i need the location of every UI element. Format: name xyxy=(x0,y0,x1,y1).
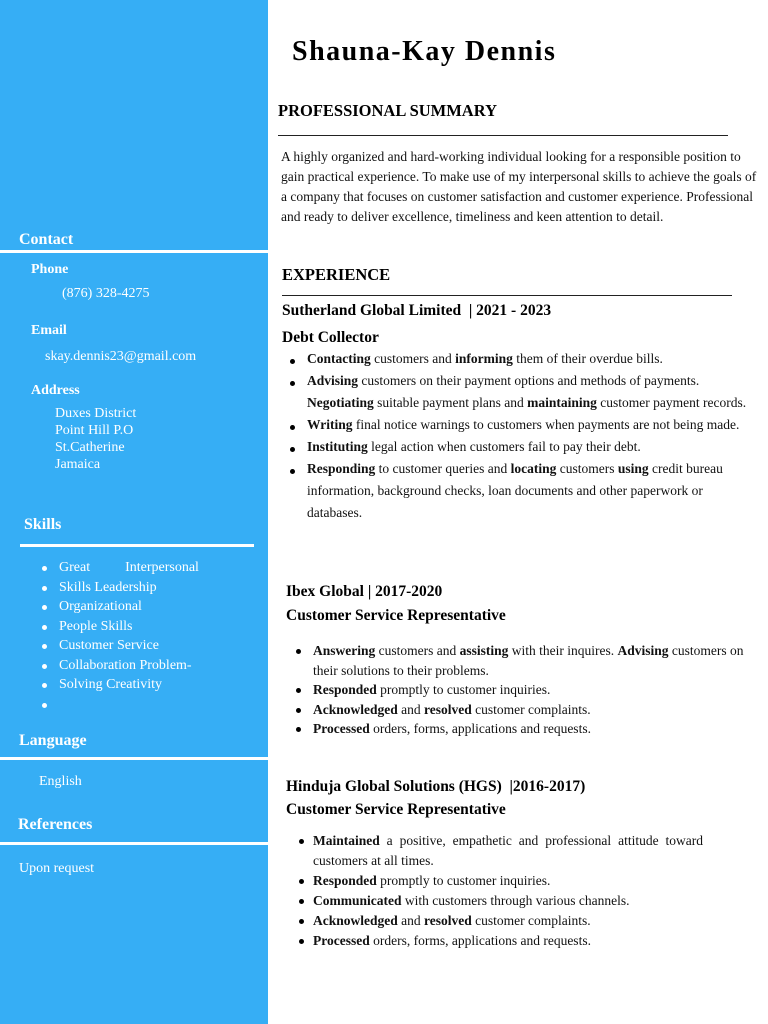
duty-keyword: Maintained xyxy=(313,833,380,848)
job-title: Debt Collector xyxy=(282,329,379,346)
duty-keyword: Writing xyxy=(307,417,353,432)
duty-keyword: Contacting xyxy=(307,351,371,366)
skill-item xyxy=(38,656,199,676)
duty-keyword: Acknowledged xyxy=(313,701,398,717)
skill-item xyxy=(38,558,199,578)
skill-item xyxy=(38,617,199,637)
address-line: Duxes District xyxy=(55,406,137,421)
references-divider xyxy=(0,842,268,845)
candidate-name: Shauna-Kay Dennis xyxy=(292,36,557,67)
job-duties xyxy=(313,831,703,951)
address-label: Address xyxy=(31,383,80,398)
address-block xyxy=(55,405,136,473)
skill-label: Collaboration Problem- xyxy=(59,657,192,673)
skill-label: Customer Service xyxy=(59,638,159,653)
duty-item: Maintained a positive, empathetic and professional attitude toward customers at all times. xyxy=(313,831,703,871)
skill-item xyxy=(38,636,199,656)
summary-heading: PROFESSIONAL SUMMARY xyxy=(278,101,497,120)
address-line: Jamaica xyxy=(55,457,101,472)
duty-keyword: Answering xyxy=(313,643,376,658)
skills-divider xyxy=(20,544,254,547)
job-title: Customer Service Representative xyxy=(286,607,506,624)
references-heading: References xyxy=(18,816,93,833)
sidebar xyxy=(0,0,268,1024)
duty-keyword: assisting xyxy=(459,643,509,658)
duty-keyword: Communicated xyxy=(313,893,402,908)
job-title: Customer Service Representative xyxy=(286,801,506,818)
duty-keyword: maintaining xyxy=(527,395,597,410)
duty-keyword: resolved xyxy=(424,913,472,928)
duty-keyword: Negotiating xyxy=(307,395,374,410)
duty-keyword: locating xyxy=(510,461,557,476)
duty-item: Communicated with customers through various channels. xyxy=(313,891,703,911)
skill-label: Organizational xyxy=(59,599,142,614)
duty-item: Responding to customer queries and locating customers using credit bureau information, background checks, loan documents and other paperwork or databases. xyxy=(307,458,747,524)
duty-keyword: Processed xyxy=(313,721,370,736)
summary-text: A highly organized and hard-working individual looking for a responsible position to gain practical experience. To make use of my interpersonal skills to achieve the goals of a company that focuses on customer satisfaction and customer experience. Professional and ready to deliver excellence, timeliness and keen attention to detail. xyxy=(281,149,757,224)
skill-item xyxy=(38,695,199,715)
duty-item: Advising customers on their payment options and methods of payments. Negotiating suitable payment plans and maintaining customer payment records. xyxy=(307,370,747,414)
address-line: St.Catherine xyxy=(55,440,125,455)
job-duties xyxy=(313,641,753,739)
skill-item xyxy=(38,578,199,598)
skill-label: People Skills xyxy=(59,618,133,634)
duty-item: Contacting customers and informing them of their overdue bills. xyxy=(307,348,747,370)
job-duties xyxy=(307,348,747,524)
language-heading: Language xyxy=(19,732,87,749)
skill-item xyxy=(38,675,199,695)
duty-item: Acknowledged and resolved customer complaints. xyxy=(313,700,753,720)
experience-divider xyxy=(282,295,732,296)
skill-label: Great Interpersonal xyxy=(59,560,199,575)
email-value: skay.dennis23@gmail.com xyxy=(45,349,197,364)
duty-keyword: Acknowledged xyxy=(313,913,398,928)
skill-label: Skills Leadership xyxy=(59,579,157,595)
summary-divider xyxy=(278,135,728,136)
skill-item xyxy=(38,597,199,617)
job-company: Sutherland Global Limited | 2021 - 2023 xyxy=(282,302,552,319)
contact-heading: Contact xyxy=(19,231,74,248)
language-divider xyxy=(0,757,268,760)
duty-item: Responded promptly to customer inquiries. xyxy=(313,871,703,891)
contact-divider xyxy=(0,250,268,253)
skills-list xyxy=(38,558,199,714)
skills-heading: Skills xyxy=(24,516,62,533)
duty-item: Responded promptly to customer inquiries. xyxy=(313,680,753,700)
address-line: Point Hill P.O xyxy=(55,423,134,438)
duty-keyword: Responded xyxy=(313,873,377,888)
email-label: Email xyxy=(31,323,67,338)
job-company: Hinduja Global Solutions (HGS) |2016-2017) xyxy=(286,778,586,795)
duty-keyword: Advising xyxy=(617,643,669,658)
references-value: Upon request xyxy=(19,861,95,876)
duty-keyword: using xyxy=(617,461,649,476)
skill-label: Solving Creativity xyxy=(59,677,163,692)
experience-heading: EXPERIENCE xyxy=(282,265,391,284)
duty-item: Writing final notice warnings to customers when payments are not being made. xyxy=(307,414,747,436)
duty-keyword: resolved xyxy=(424,701,472,717)
duty-keyword: Advising xyxy=(307,373,359,388)
duty-item: Instituting legal action when customers fail to pay their debt. xyxy=(307,436,747,458)
duty-keyword: Responded xyxy=(313,682,377,697)
duty-keyword: informing xyxy=(455,351,513,366)
duty-item: Processed orders, forms, applications and requests. xyxy=(313,719,753,739)
duty-keyword: Instituting xyxy=(307,439,368,454)
duty-item: Answering customers and assisting with their inquires. Advising customers on their solutions to their problems. xyxy=(313,641,753,680)
phone-value: (876) 328-4275 xyxy=(62,286,150,301)
language-value: English xyxy=(39,774,82,789)
duty-keyword: Responding xyxy=(307,461,376,476)
duty-item: Acknowledged and resolved customer complaints. xyxy=(313,911,703,931)
job-company: Ibex Global | 2017-2020 xyxy=(286,583,443,600)
duty-item: Processed orders, forms, applications and requests. xyxy=(313,931,703,951)
phone-label: Phone xyxy=(31,262,69,277)
duty-keyword: Processed xyxy=(313,933,370,948)
